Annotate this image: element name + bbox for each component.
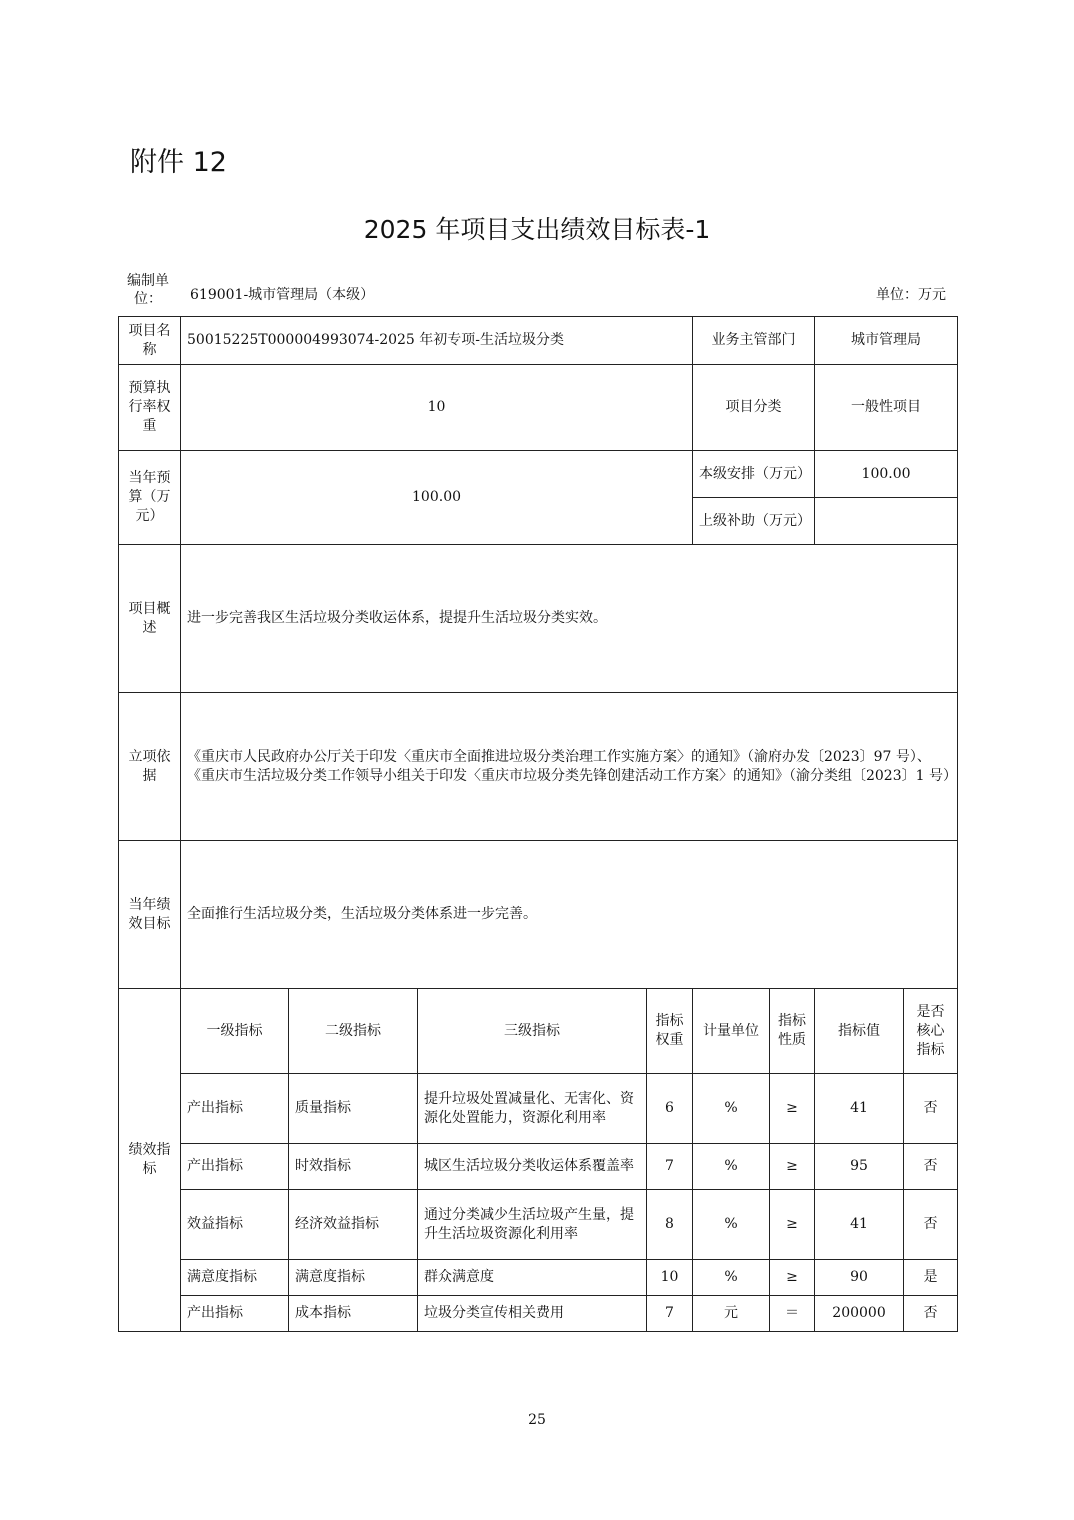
project-name-value: 50015225T000004993074-2025 年初专项-生活垃圾分类 [181,317,693,365]
row-value: 95 [815,1144,904,1190]
row-nature: ≥ [770,1144,815,1190]
dept-value: 城市管理局 [815,317,958,365]
overview-label: 项目概述 [119,545,181,693]
row-level1: 产出指标 [181,1144,289,1190]
row-level1: 产出指标 [181,1296,289,1332]
table-row [119,1144,958,1190]
row-level1: 效益指标 [181,1190,289,1260]
org-value: 619001-城市管理局（本级） [190,287,375,303]
overview-value: 进一步完善我区生活垃圾分类收运体系，提提升生活垃圾分类实效。 [181,545,958,693]
weight-label: 预算执行率权重 [119,365,181,451]
row-weight: 7 [647,1296,693,1332]
row-core: 否 [904,1144,958,1190]
org-label: 编制单位： [127,273,169,307]
header-level2: 二级指标 [289,989,418,1074]
row-level2: 时效指标 [289,1144,418,1190]
document-title: 2025 年项目支出绩效目标表-1 [363,215,711,244]
row-unit: % [693,1190,770,1260]
page-number: 25 [528,1412,546,1428]
row-weight: 7 [647,1144,693,1190]
header-value: 指标值 [815,989,904,1074]
row-level2: 成本指标 [289,1296,418,1332]
header-level1: 一级指标 [181,989,289,1074]
row-value: 90 [815,1260,904,1296]
row-unit: % [693,1260,770,1296]
budget-label: 当年预算（万元） [119,451,181,545]
row-level3: 提升垃圾处置减量化、无害化、资源化处置能力，资源化利用率 [418,1074,647,1144]
row-unit: 元 [693,1296,770,1332]
weight-value: 10 [181,365,693,451]
category-value: 一般性项目 [815,365,958,451]
goal-value: 全面推行生活垃圾分类，生活垃圾分类体系进一步完善。 [181,841,958,989]
basis-label: 立项依据 [119,693,181,841]
upper-budget-value [815,498,958,545]
row-level1: 满意度指标 [181,1260,289,1296]
category-label: 项目分类 [693,365,815,451]
row-value: 41 [815,1074,904,1144]
row-nature: ≥ [770,1074,815,1144]
unit-label: 单位：万元 [876,287,946,303]
row-weight: 6 [647,1074,693,1144]
header-unit: 计量单位 [693,989,770,1074]
row-core: 否 [904,1074,958,1144]
table-row [119,1190,958,1260]
row-level2: 质量指标 [289,1074,418,1144]
header-nature: 指标性质 [770,989,815,1074]
table-row [119,1260,958,1296]
row-core: 否 [904,1190,958,1260]
row-level3: 垃圾分类宣传相关费用 [418,1296,647,1332]
table-row [119,1296,958,1332]
local-budget-value: 100.00 [815,451,958,498]
header-level3: 三级指标 [418,989,647,1074]
row-nature: ＝ [770,1296,815,1332]
project-name-label: 项目名称 [119,317,181,365]
performance-table [118,316,958,1332]
row-unit: % [693,1074,770,1144]
row-nature: ≥ [770,1190,815,1260]
header-core: 是否核心指标 [904,989,958,1074]
row-level3: 城区生活垃圾分类收运体系覆盖率 [418,1144,647,1190]
upper-budget-label: 上级补助（万元） [693,498,815,545]
row-weight: 10 [647,1260,693,1296]
table-row [119,1074,958,1144]
row-level2: 经济效益指标 [289,1190,418,1260]
row-core: 否 [904,1296,958,1332]
goal-label: 当年绩效目标 [119,841,181,989]
row-weight: 8 [647,1190,693,1260]
row-core: 是 [904,1260,958,1296]
row-value: 41 [815,1190,904,1260]
attachment-number: 附件 12 [130,147,227,178]
budget-value: 100.00 [181,451,693,545]
basis-value: 《重庆市人民政府办公厅关于印发〈重庆市全面推进垃圾分类治理工作实施方案〉的通知》（渝府办发〔2023〕97 号）、《重庆市生活垃圾分类工作领导小组关于印发〈重庆市垃圾分类先锋创建活动工作方案〉的通知》（渝分类组〔2023〕1 号） [181,693,958,841]
header-weight: 指标权重 [647,989,693,1074]
indicators-label: 绩效指标 [119,989,181,1332]
row-nature: ≥ [770,1260,815,1296]
row-unit: % [693,1144,770,1190]
dept-label: 业务主管部门 [693,317,815,365]
local-budget-label: 本级安排（万元） [693,451,815,498]
row-level2: 满意度指标 [289,1260,418,1296]
row-level3: 通过分类减少生活垃圾产生量，提升生活垃圾资源化利用率 [418,1190,647,1260]
row-level1: 产出指标 [181,1074,289,1144]
row-value: 200000 [815,1296,904,1332]
row-level3: 群众满意度 [418,1260,647,1296]
